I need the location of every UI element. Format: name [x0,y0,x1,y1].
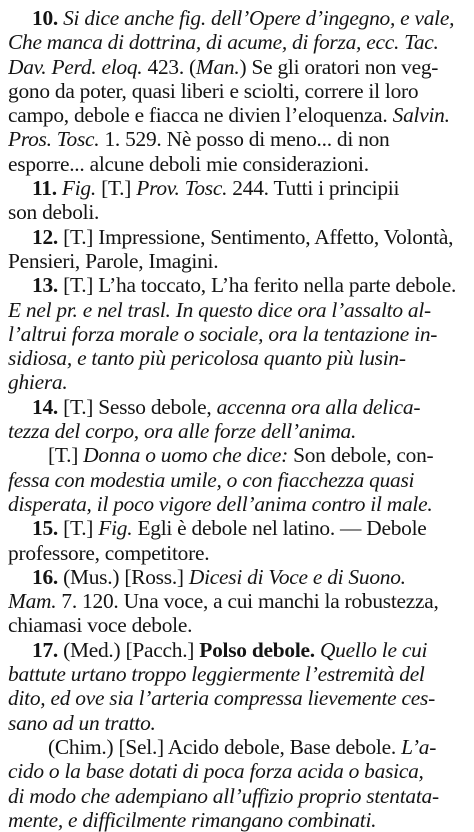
text-segment: gono da poter, quasi liberi e sciolti, correre il loro [8,78,419,103]
sense-paragraph [8,225,468,274]
text-segment: sano ad un tratto. [8,710,156,735]
text-segment: fessa con modestia umile, o con fiacchezza quasi [8,467,415,492]
sense-number: 15. [32,516,58,541]
text-line [8,370,468,394]
text-segment: ghiera. [8,370,68,395]
text-segment: Dav. Perd. eloq. [8,54,143,79]
sense-paragraph [8,273,468,394]
text-line [8,443,468,467]
text-segment: [T.] Sesso debole, [58,394,217,419]
text-segment: L’a- [401,734,437,759]
text-line [8,419,468,443]
text-line [8,759,468,783]
text-line [8,395,468,419]
text-line [8,468,468,492]
text-line [8,152,468,176]
sense-number: 10. [32,6,58,30]
text-segment: disperata, il poco vigore dell’anima contro il male. [8,491,433,516]
text-segment: tezza del corpo, ora alle forze dell’anima. [8,419,357,444]
text-line [8,662,468,686]
text-segment: Quello le cui [319,637,428,662]
sub-sense-paragraph [8,443,468,516]
sense-number: 13. [32,273,58,298]
text-segment: ) Se gli oratori non veg- [239,54,439,79]
sense-number: 11. [32,176,57,201]
text-line [8,686,468,710]
sense-paragraph [8,176,468,225]
text-segment: Polso debole. [199,637,315,662]
text-segment: Prov. Tosc. [136,176,228,201]
text-segment: Pensieri, Parole, Imagini. [8,248,219,273]
text-line [8,79,468,103]
text-segment: Dicesi di Voce e di Suono. [188,564,406,589]
text-segment: Pros. Tosc. [8,127,100,152]
text-line [8,492,468,516]
text-line [8,541,468,565]
text-segment: Che manca di dottrina, di acume, di forza, ecc. Tac. [8,30,439,55]
text-line [8,808,468,832]
text-line [8,346,468,370]
text-line [8,298,468,322]
text-segment: l’altrui forza morale o sociale, ora la tentazione in- [8,321,438,346]
text-line [8,55,468,79]
text-segment: [T.] Impressione, Sentimento, Affetto, Volontà, [58,224,454,249]
text-segment: di modo che adempiano all’uffizio proprio stentata- [8,783,439,808]
text-segment: campo, debole e fiacca ne divien l’eloquenza. [8,103,393,128]
text-line [8,589,468,613]
sub-sense-paragraph [8,735,468,832]
text-line [8,613,468,637]
text-segment: mente, e difficilmente rimangano combinati. [8,807,377,832]
text-segment: Man. [195,54,240,79]
text-segment: Fig. [98,516,133,541]
sense-paragraph [8,638,468,735]
text-line [8,6,468,30]
text-line [8,735,468,759]
text-segment: (Mus.) [Ross.] [58,564,189,589]
text-segment: [T.] [95,176,137,201]
text-line [8,127,468,151]
text-segment: chiamasi voce debole. [8,613,193,638]
sense-paragraph [8,516,468,565]
text-segment: [T.] [58,516,99,541]
sense-paragraph [8,565,468,638]
text-segment: Son debole, con- [287,443,434,468]
text-line [8,249,468,273]
text-segment: E nel pr. e nel trasl. In questo dice ora l’assalto al- [8,297,431,322]
text-segment: Salvin. [392,103,450,128]
text-segment: esporre... alcune deboli mie considerazioni. [8,151,369,176]
text-line [8,638,468,662]
text-segment: accenna ora alla delica- [216,394,421,419]
sense-paragraph [8,6,468,176]
text-segment: Egli è debole nel latino. — Debole [132,516,427,541]
text-line [8,322,468,346]
text-segment: 244. Tutti i principii [227,176,400,201]
text-line [8,516,468,540]
text-segment: 423. ( [142,54,196,79]
sense-number: 17. [32,637,58,662]
text-segment: dito, ed ove sia l’arteria compressa lievemente ces- [8,686,435,711]
sense-paragraph [8,395,468,444]
text-line [8,711,468,735]
text-segment: 1. 529. Nè posso di meno... di non [99,127,390,152]
text-segment: [T.] L’ha toccato, L’ha ferito nella parte debole. [58,273,457,298]
text-segment: Mam. [8,589,57,614]
text-segment: Donna o uomo che dice: [83,443,288,468]
sense-number: 12. [32,224,58,249]
text-segment: professore, competitore. [8,540,210,565]
text-line [8,225,468,249]
text-line [8,30,468,54]
text-segment: (Chim.) [Sel.] Acido debole, Base debole. [48,734,402,759]
text-segment: 7. 120. Una voce, a cui manchi la robustezza, [56,589,439,614]
text-segment: battute urtano troppo leggiermente l’estremità del [8,662,425,687]
text-segment: cido o la base dotati di poca forza acida o basica, [8,759,424,784]
sense-number: 14. [32,394,58,419]
text-segment: (Med.) [Pacch.] [58,637,200,662]
text-line [8,200,468,224]
text-segment: [T.] [48,443,84,468]
text-line [8,273,468,297]
text-segment: sidiosa, e tanto più pericolosa quanto più lusin- [8,346,406,371]
text-line [8,176,468,200]
sense-number: 16. [32,564,58,589]
dictionary-entry-text [8,6,468,832]
text-segment: Si dice anche fig. dell’Opere d’ingegno, e vale, [63,6,455,30]
text-line [8,103,468,127]
text-segment: Fig. [61,176,96,201]
text-segment: son deboli. [8,200,100,225]
text-line [8,784,468,808]
text-line [8,565,468,589]
